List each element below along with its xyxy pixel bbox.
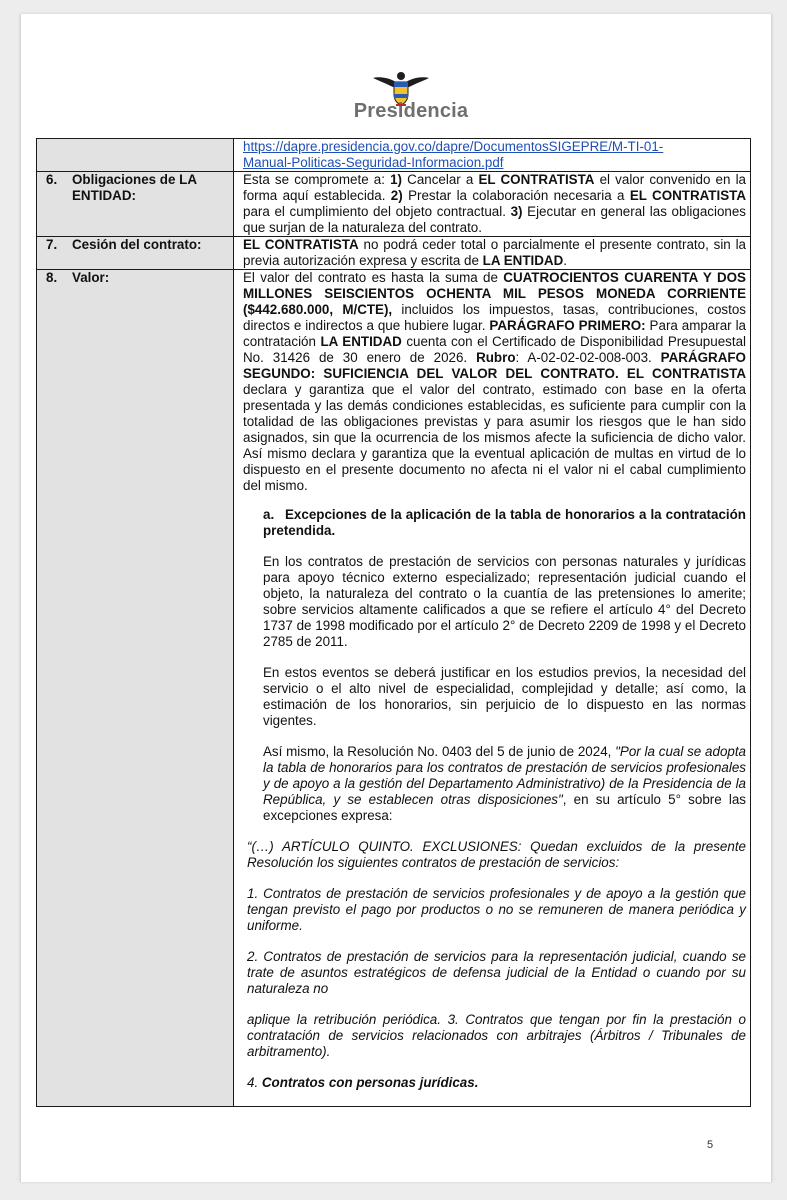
- table-row: [37, 237, 751, 270]
- exclusion-item: 2. Contratos de prestación de servicios para la representación judicial, cuando se trate de asuntos estratégicos de defensa judicial de la Entidad o cuando por su naturaleza no: [247, 949, 746, 996]
- policy-link[interactable]: https://dapre.presidencia.gov.co/dapre/DocumentosSIGEPRE/M-TI-01- Manual-Politicas-Seguridad-Informacion.pdf: [243, 139, 664, 170]
- table-row: [37, 172, 751, 237]
- resolution-paragraph: Así mismo, la Resolución No. 0403 del 5 de junio de 2024, "Por la cual se adopta la tabla de honorarios para los contratos de prestación de servicios profesionales y de apoyo a la gestión del Departamento Administrativo) de la Presidencia de la República, y se establecen otras disposiciones", en su artículo 5° sobre las excepciones expresa:: [263, 744, 747, 823]
- exclusion-item: aplique la retribución periódica. 3. Contratos que tengan por fin la prestación o contratación de servicios relacionados con arbitrajes (Árbitros / Tribunales de arbitramento).: [247, 1012, 746, 1059]
- table-row: [37, 270, 751, 1107]
- value-paragraph: El valor del contrato es hasta la suma de CUATROCIENTOS CUARENTA Y DOS MILLONES SEISCIENTOS OCHENTA MIL PESOS MONEDA CORRIENTE ($442.680.000, M/CTE), incluidos los impuestos, tasas, contribuciones, costos directos e indirectos a que hubiere lugar. PARÁGRAFO PRIMERO: Para amparar la contratación LA ENTIDAD cuenta con el Certificado de Disponibilidad Presupuestal No. 31426 de 30 enero de 2026. Rubro: A-02-02-02-008-003. PARÁGRAFO SEGUNDO: SUFICIENCIA DEL VALOR DEL CONTRATO. EL CONTRATISTA declara y garantiza que el valor del contrato, estimado con base en la oferta presentada y las demás condiciones establecidas, es suficiente para cumplir con la totalidad de las obligaciones previstas y para asumir los riesgos que le han sido asignados, sin que la ocurrencia de los mismos afecte la suficiencia de dicho valor. Así mismo declara y garantiza que la eventual aplicación de multas en virtud de lo dispuesto en el presente documento no afecta ni el valor ni el cabal cumplimiento del mismo.: [243, 270, 747, 493]
- exceptions-heading: a. Excepciones de la aplicación de la tabla de honorarios a la contratación pretendida.: [263, 507, 746, 538]
- exceptions-paragraph: En los contratos de prestación de servicios con personas naturales y jurídicas para apoyo técnico externo especializado; representación judicial cuando el objeto, la naturaleza del contrato o la cuantía de las pretensiones lo amerite; sobre servicios altamente calificados a que se refiere el artículo 4° del Decreto 1737 de 1998 modificado por el artículo 2° de Decreto 2209 de 1998 y el Decreto 2785 de 2011.: [263, 554, 746, 649]
- row-label-assignment: 7. Cesión del contrato:: [37, 237, 234, 270]
- row-content-link: [234, 139, 751, 172]
- brand-title: Presidencia: [353, 100, 469, 122]
- row-label-obligations: 6. Obligaciones de LA ENTIDAD:: [37, 172, 234, 237]
- exclusion-item: 4. Contratos con personas jurídicas.: [247, 1075, 479, 1090]
- contract-table: [36, 138, 751, 1107]
- exclusion-item: 1. Contratos de prestación de servicios profesionales y de apoyo a la gestión que tengan previsto el pago por productos o no se remuneren de manera periódica y uniforme.: [247, 886, 746, 933]
- row-content-assignment: EL CONTRATISTA no podrá ceder total o parcialmente el presente contrato, sin la previa autorización expresa y escrita de LA ENTIDAD.: [234, 237, 751, 270]
- row-label-value: 8. Valor:: [37, 270, 234, 1107]
- row-content-obligations: Esta se compromete a: 1) Cancelar a EL CONTRATISTA el valor convenido en la forma aquí establecida. 2) Prestar la colaboración necesaria a EL CONTRATISTA para el cumplimiento del objeto contractual. 3) Ejecutar en general las obligaciones que surjan de la naturaleza del contrato.: [234, 172, 751, 237]
- row-label-empty: [37, 139, 234, 172]
- row-content-value: [234, 270, 751, 1107]
- table-row: [37, 139, 751, 172]
- justification-paragraph: En estos eventos se deberá justificar en los estudios previos, la necesidad del servicio o el alto nivel de especialidad, complejidad y detalle; así como, la estimación de los honorarios, sin perjuicio de lo dispuesto en las normas vigentes.: [263, 665, 746, 728]
- article-quote: “(…) ARTÍCULO QUINTO. EXCLUSIONES: Quedan excluidos de la presente Resolución los siguientes contratos de prestación de servicios:: [247, 839, 746, 870]
- page-number: 5: [707, 1139, 714, 1151]
